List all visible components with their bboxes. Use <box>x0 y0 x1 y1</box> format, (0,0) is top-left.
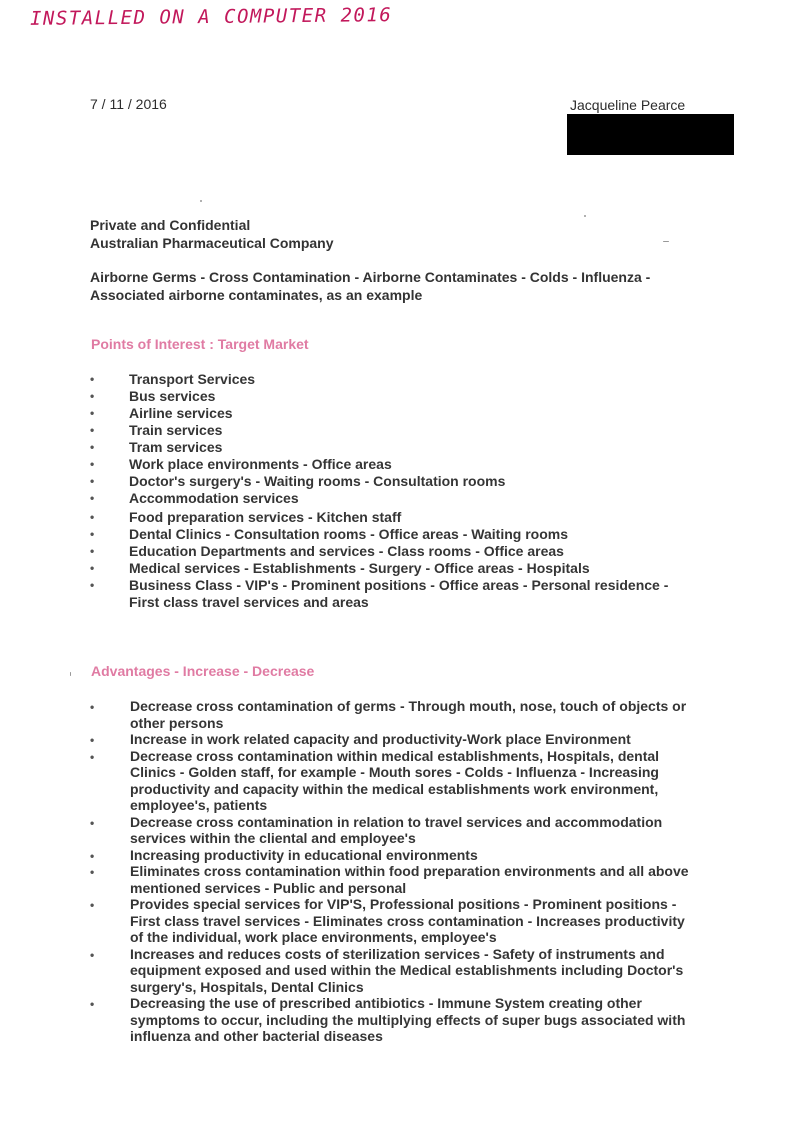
list-item: • Airline services <box>90 405 233 421</box>
advantages-list <box>90 698 730 1045</box>
list-item: • Decrease cross contamination of germs - Through mouth, nose, touch of objects or <box>90 698 687 714</box>
list-item: • Increasing productivity in educational environments <box>90 846 478 863</box>
bullet-icon: • <box>90 997 95 1011</box>
bullet-icon: • <box>90 815 95 830</box>
list-item: • Train services <box>90 422 223 438</box>
scan-speck <box>663 241 669 242</box>
list-item: • Decreasing the use of prescribed antibiotics - Immune System creating other <box>90 995 642 1011</box>
bullet-icon: • <box>90 474 95 488</box>
list-item: • Provides special services for VIP'S, Professional positions - Prominent positions - <box>90 896 677 912</box>
list-item: • Decrease cross contamination within medical establishments, Hospitals, dental <box>90 747 660 764</box>
subject-block <box>90 268 650 304</box>
list-item-continuation: other persons <box>130 714 224 731</box>
redaction-block <box>567 114 734 155</box>
scan-speck <box>200 200 202 202</box>
section-heading-target-market: Points of Interest : Target Market <box>91 336 309 352</box>
scan-speck <box>584 215 586 217</box>
bullet-icon: • <box>90 423 95 437</box>
bullet-icon: • <box>90 700 95 714</box>
list-item-continuation: First class travel services and areas <box>129 594 369 610</box>
bullet-icon: • <box>90 947 95 962</box>
bullet-icon: • <box>90 372 95 386</box>
list-item-continuation: productivity and capacity within the medical establishments work environment, <box>130 780 659 797</box>
bullet-icon: • <box>90 389 95 403</box>
list-item: • Education Departments and services - Class rooms - Office areas <box>90 543 564 559</box>
bullet-icon: • <box>90 527 95 541</box>
list-item-continuation: of the individual, work place environments, employee's <box>130 929 497 945</box>
recipient-line-1: Private and Confidential <box>90 217 251 233</box>
subject-line-1: Airborne Germs - Cross Contamination - Airborne Contaminates - Colds - Influenza - <box>90 269 651 285</box>
bullet-icon: • <box>90 898 95 912</box>
bullet-icon: • <box>90 749 95 764</box>
list-item-continuation: influenza and other bacterial diseases <box>130 1028 383 1044</box>
bullet-icon: • <box>90 848 95 863</box>
bullet-icon: • <box>90 406 95 420</box>
bullet-icon: • <box>90 457 95 471</box>
list-item: • Eliminates cross contamination within food preparation environments and all above <box>90 863 689 879</box>
list-item: • Dental Clinics - Consultation rooms - Office areas - Waiting rooms <box>90 526 568 542</box>
list-item-continuation: First class travel services - Eliminates cross contamination - Increases productivity <box>130 912 685 929</box>
subject-line-2: Associated airborne contaminates, as an example <box>90 287 423 303</box>
author-name: Jacqueline Pearce <box>570 97 686 113</box>
list-item: • Transport Services <box>90 371 256 387</box>
scan-speck <box>70 672 71 676</box>
list-item-continuation: employee's, patients <box>130 797 268 813</box>
bullet-icon: • <box>90 440 95 454</box>
list-item: • Increases and reduces costs of sterilization services - Safety of instruments and <box>90 945 665 962</box>
recipient-line-2: Australian Pharmaceutical Company <box>90 235 334 251</box>
bullet-icon: • <box>90 865 95 879</box>
section-heading-advantages: Advantages - Increase - Decrease <box>91 663 315 679</box>
list-item: • Medical services - Establishments - Surgery - Office areas - Hospitals <box>90 560 590 576</box>
bullet-icon: • <box>90 578 95 592</box>
recipient-block <box>90 216 334 252</box>
list-item-continuation: services within the cliental and employee's <box>130 830 416 846</box>
list-item: • Accommodation services <box>90 490 299 506</box>
list-item: • Doctor's surgery's - Waiting rooms - Consultation rooms <box>90 473 506 489</box>
list-item: • Decrease cross contamination in relation to travel services and accommodation <box>90 813 663 830</box>
list-item: • Food preparation services - Kitchen staff <box>90 509 402 525</box>
bullet-icon: • <box>90 561 95 575</box>
list-item: • Bus services <box>90 388 216 404</box>
list-item: • Increase in work related capacity and productivity-Work place Environment <box>90 731 631 747</box>
list-item-continuation: symptoms to occur, including the multiplying effects of super bugs associated with <box>130 1011 686 1028</box>
bullet-icon: • <box>90 491 95 505</box>
handwritten-annotation: INSTALLED ON A COMPUTER 2016 <box>29 4 393 30</box>
bullet-icon: • <box>90 544 95 558</box>
list-item-continuation: mentioned services - Public and personal <box>130 879 407 896</box>
list-item: • Work place environments - Office areas <box>90 456 392 472</box>
bullet-icon: • <box>90 733 95 747</box>
list-item-continuation: surgery's, Hospitals, Dental Clinics <box>130 978 364 995</box>
list-item-continuation: Clinics - Golden staff, for example - Mouth sores - Colds - Influenza - Increasing <box>130 764 659 780</box>
bullet-icon: • <box>90 510 95 524</box>
target-market-list <box>90 371 729 611</box>
list-item: • Tram services <box>90 439 223 455</box>
list-item: • Business Class - VIP's - Prominent positions - Office areas - Personal residence - <box>90 577 669 593</box>
list-item-continuation: equipment exposed and used within the Medical establishments including Doctor's <box>130 962 684 978</box>
letter-date: 7 / 11 / 2016 <box>90 96 167 112</box>
